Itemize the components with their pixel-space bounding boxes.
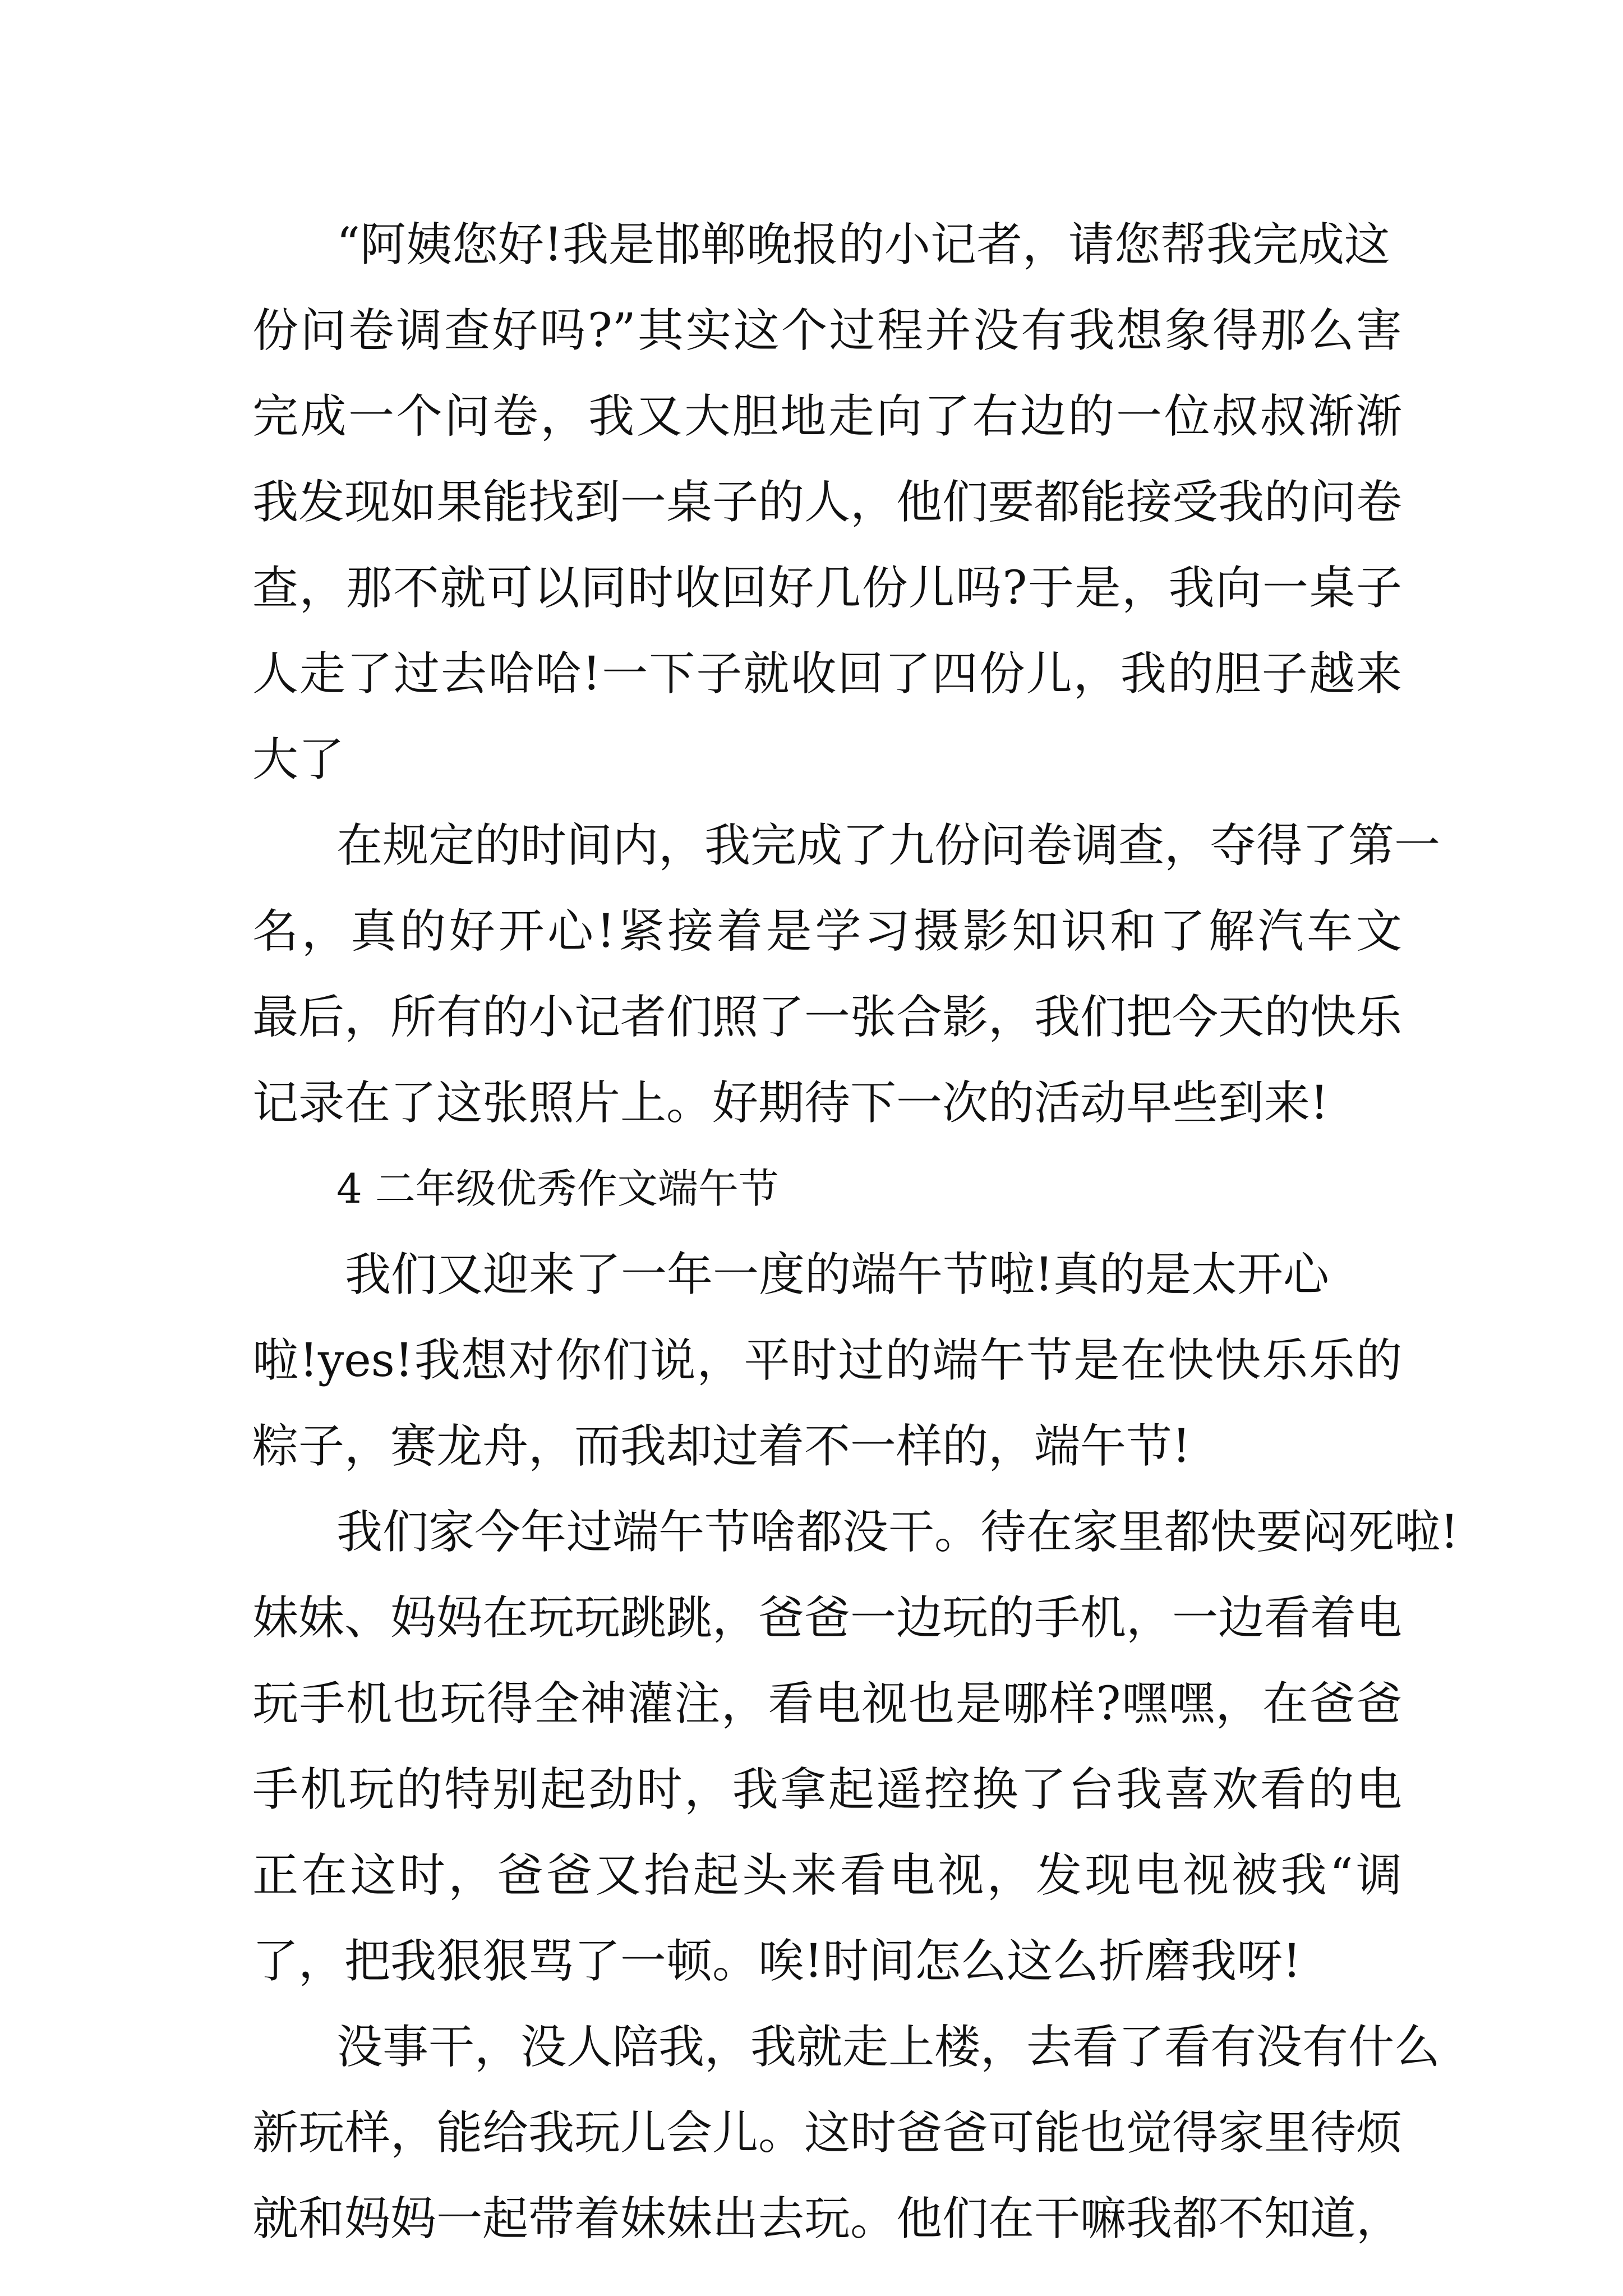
text-line: 份问卷调查好吗?”其实这个过程并没有我想象得那么害 [252, 304, 1402, 357]
text-line: 人走了过去哈哈!一下子就收回了四份儿，我的胆子越来 [252, 647, 1402, 701]
text-line: 正在这时，爸爸又抬起头来看电视，发现电视被我“调 [252, 1849, 1402, 1902]
text-line: 手机玩的特别起劲时，我拿起遥控换了台我喜欢看的电 [252, 1763, 1402, 1816]
text-line: 粽子，赛龙舟，而我却过着不一样的，端午节! [252, 1420, 1191, 1473]
text-line: 大了 [252, 733, 345, 786]
text-line: 就和妈妈一起带着妹妹出去玩。他们在干嘛我都不知道， [252, 2192, 1402, 2246]
text-line: 妹妹、妈妈在玩玩跳跳，爸爸一边玩的手机，一边看着电 [252, 1591, 1402, 1645]
text-line: 记录在了这张照片上。好期待下一次的活动早些到来! [252, 1076, 1329, 1130]
text-line: 啦!yes!我想对你们说，平时过的端午节是在快快乐乐的 [252, 1334, 1402, 1387]
text-line: 最后，所有的小记者们照了一张合影，我们把今天的快乐 [252, 991, 1402, 1044]
text-line: 我们家今年过端午节啥都没干。待在家里都快要闷死啦! [336, 1506, 1459, 1559]
text-line: 完成一个问卷，我又大胆地走向了右边的一位叔叔渐渐 [252, 390, 1402, 443]
text-line: 我发现如果能找到一桌子的人，他们要都能接受我的问卷 [252, 476, 1402, 529]
section-heading: 4 二年级优秀作文端午节 [336, 1165, 779, 1212]
text-line: 了，把我狠狠骂了一顿。唉!时间怎么这么折磨我呀! [252, 1935, 1301, 1988]
text-line: 没事干，没人陪我，我就走上楼，去看了看有没有什么 [336, 2021, 1441, 2074]
text-line: 新玩样，能给我玩儿会儿。这时爸爸可能也觉得家里待烦 [252, 2106, 1402, 2160]
text-line: 在规定的时间内，我完成了九份问卷调查，夺得了第一 [336, 819, 1441, 872]
text-line: “阿姨您好!我是邯郸晚报的小记者，请您帮我完成这 [336, 218, 1390, 272]
essay-text [252, 202, 1459, 2262]
text-line: 我们又迎来了一年一度的端午节啦!真的是太开心 [345, 1248, 1329, 1301]
text-line: 玩手机也玩得全神灌注，看电视也是哪样?嘿嘿，在爸爸 [252, 1677, 1402, 1731]
text-line: 查，那不就可以同时收回好几份儿吗?于是，我向一桌子 [252, 562, 1402, 615]
text-line: 名，真的好开心!紧接着是学习摄影知识和了解汽车文 [252, 905, 1402, 958]
